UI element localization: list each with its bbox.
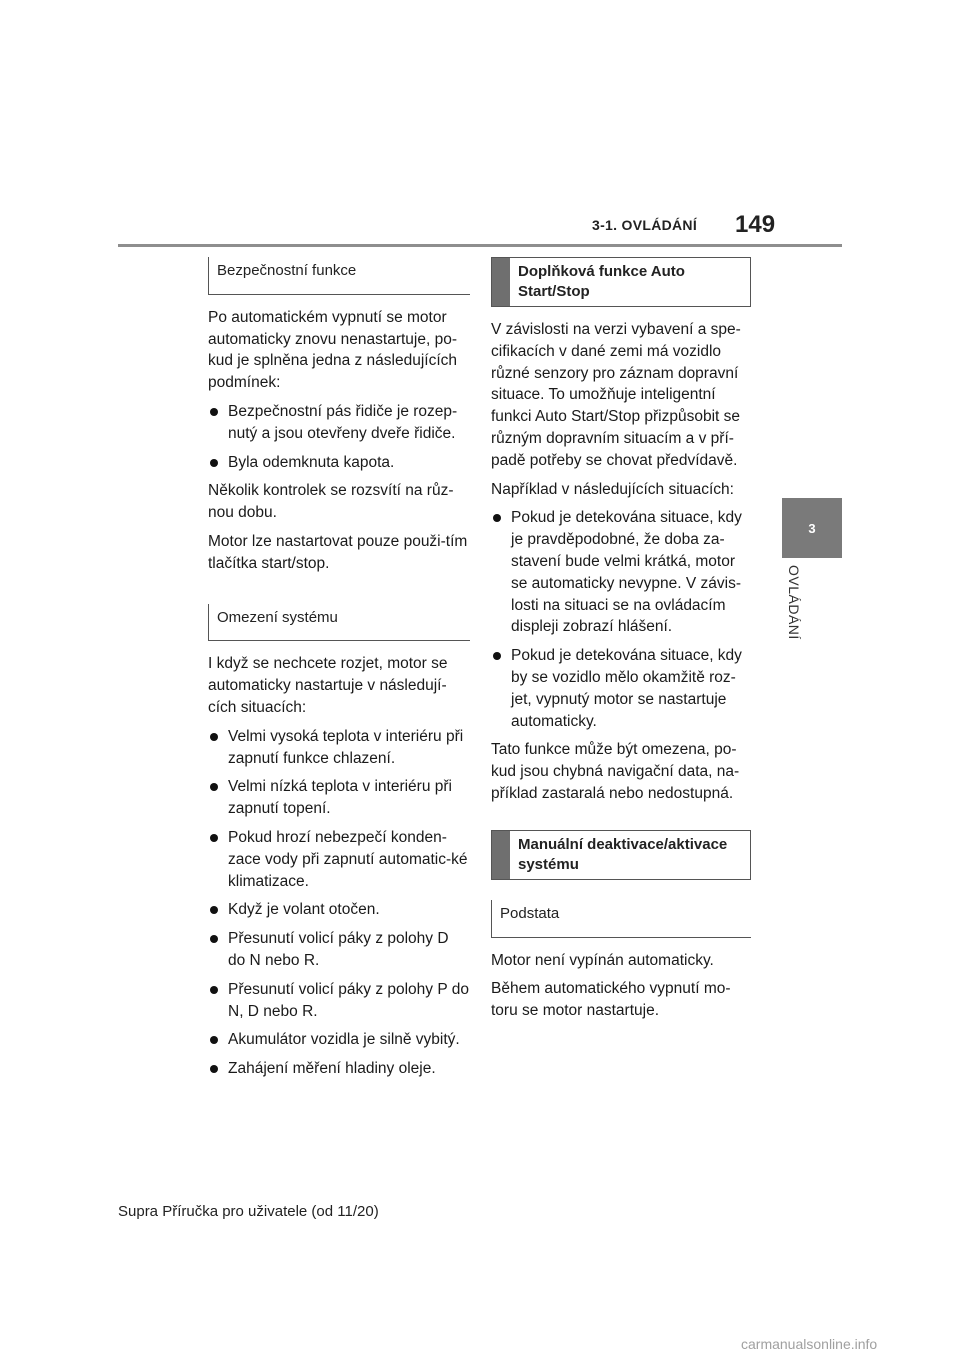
list-item: Pokud je detekována situace, kdy je pravděpodobné, že doba za-stavení bude velmi krátká, motor se automaticky nevypne. V závis-losti na situaci se na ovládacím displeji zobrazí hlášení. — [491, 507, 751, 638]
paragraph: I když se nechcete rozjet, motor se automaticky nastartuje v následují-cích situacích: — [208, 655, 448, 716]
list-item: Přesunutí volicí páky z polohy P do N, D nebo R. — [208, 979, 470, 1023]
chapter-number: 3 — [808, 520, 816, 536]
section-marker — [492, 258, 510, 306]
bullet-list — [208, 401, 470, 473]
bullet-list — [491, 507, 751, 732]
list-item: Velmi nízká teplota v interiéru při zapnutí topení. — [208, 776, 470, 820]
list-item: Zahájení měření hladiny oleje. — [208, 1058, 470, 1080]
chapter-tab[interactable] — [782, 498, 842, 558]
watermark: carmanualsonline.info — [741, 1336, 878, 1352]
page-number: 149 — [735, 211, 776, 238]
list-item: Bezpečnostní pás řidiče je rozep-nutý a jsou otevřeny dveře řidiče. — [208, 401, 470, 445]
paragraph: Tato funkce může být omezena, po-kud jsou chybná navigační data, na-příklad zastaralá nebo nedostupná. — [491, 741, 740, 802]
subheading-limits: Omezení systému — [208, 604, 470, 642]
bullet-list — [208, 726, 470, 1080]
list-item: Pokud hrozí nebezpečí konden-zace vody při zapnutí automatic-ké klimatizace. — [208, 827, 470, 892]
chapter-label: OVLÁDÁNÍ — [786, 565, 802, 640]
list-item: Přesunutí volicí páky z polohy D do N nebo R. — [208, 928, 470, 972]
footer-text: Supra Příručka pro uživatele (od 11/20) — [118, 1203, 379, 1220]
paragraph: Několik kontrolek se rozsvítí na růz-nou dobu. — [208, 482, 454, 522]
paragraph: Po automatickém vypnutí se motor automaticky znovu nenastartuje, po-kud je splněna jedna z následujících podmínek: — [208, 308, 458, 392]
section-box-auto-start-stop — [491, 257, 751, 307]
subheading-basics: Podstata — [491, 900, 751, 938]
paragraph: V závislosti na verzi vybavení a spe-cifikacích v dané zemi má vozidlo různé senzory pro záznam dopravní situace. To umožňuje inteligentní funkci Auto Start/Stop přizpůsobit se různým dopravním situacím a v pří-padě potřeby se chovat předvídavě. — [491, 321, 741, 469]
section-title: 3-1. OVLÁDÁNÍ — [592, 217, 698, 233]
header-divider — [118, 244, 842, 247]
left-column — [208, 257, 470, 1087]
paragraph: Během automatického vypnutí mo-toru se motor nastartuje. — [491, 980, 731, 1020]
list-item: Velmi vysoká teplota v interiéru při zapnutí funkce chlazení. — [208, 726, 470, 770]
subheading-safety: Bezpečnostní funkce — [208, 257, 470, 295]
paragraph: Motor lze nastartovat pouze použi-tím tlačítka start/stop. — [208, 532, 468, 572]
paragraph: Například v následujících situacích: — [491, 480, 734, 498]
section-box-title: Manuální deaktivace/aktivace systému — [518, 835, 728, 873]
section-box-manual — [491, 830, 751, 880]
paragraph: Motor není vypínán automaticky. — [491, 951, 714, 969]
list-item: Byla odemknuta kapota. — [208, 452, 470, 474]
section-box-title: Doplňková funkce Auto Start/Stop — [518, 263, 685, 300]
list-item: Když je volant otočen. — [208, 899, 470, 921]
list-item: Akumulátor vozidla je silně vybitý. — [208, 1029, 470, 1051]
right-column — [491, 257, 751, 1029]
list-item: Pokud je detekována situace, kdy by se vozidlo mělo okamžitě roz-jet, vypnutý motor se nastartuje automaticky. — [491, 645, 751, 732]
section-marker — [492, 831, 510, 879]
